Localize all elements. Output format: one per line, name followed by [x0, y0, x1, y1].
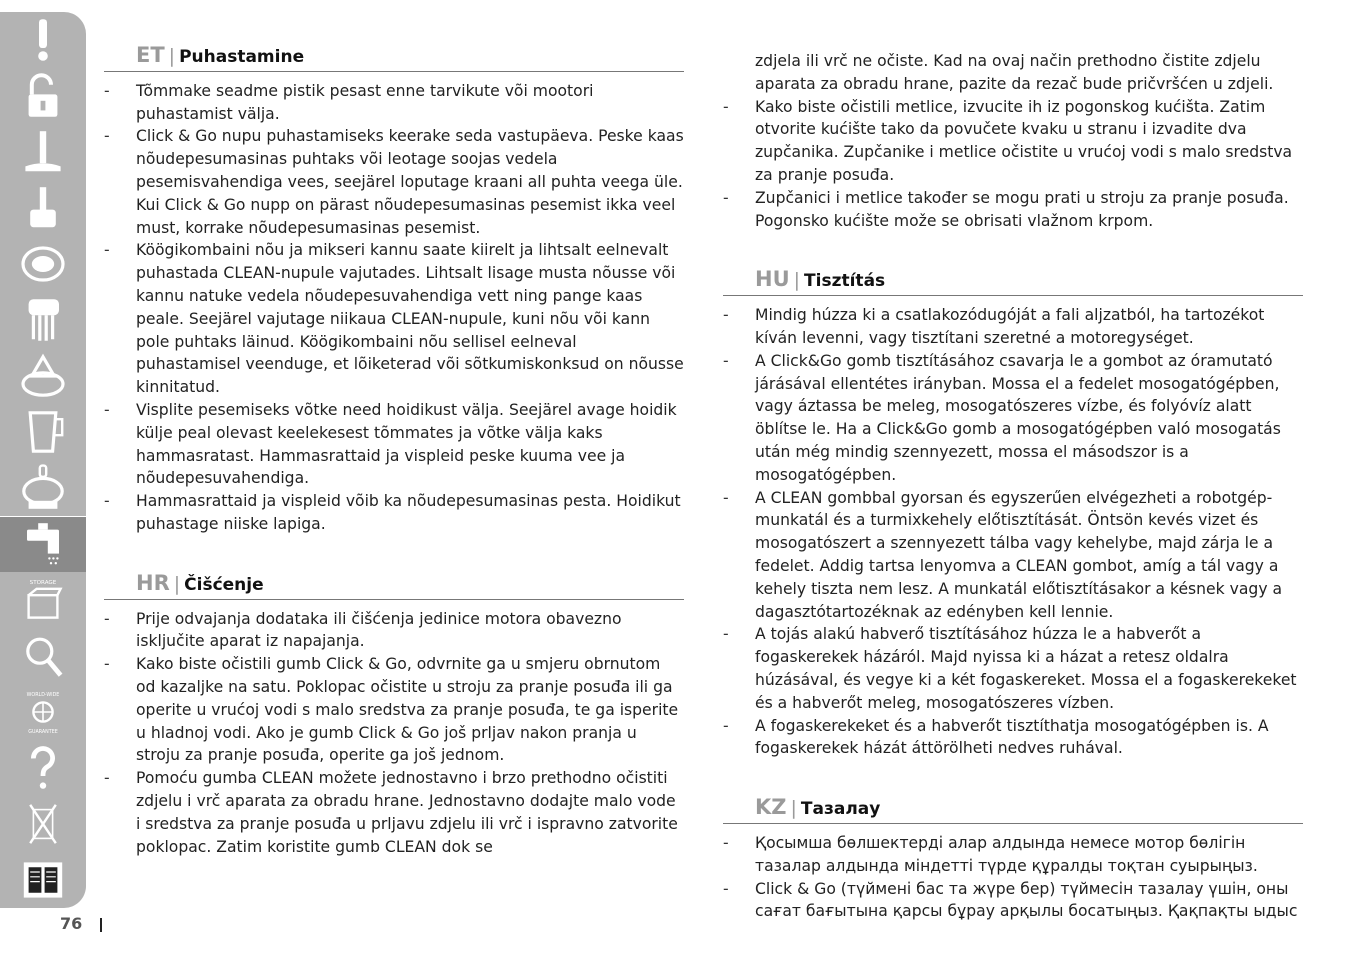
list-item: - Visplite pesemiseks võtke need hoidikust välja. Seejärel avage hoidik külje peal olevast keelekesest tõmmates ja võtke välja kaks hammasratast. Hammasrattaid ja vispleid peske kuuma vee ja nõudepesuvahendiga.: [104, 399, 684, 490]
list-item: - Pomoću gumba CLEAN možete jednostavno i brzo prethodno očistiti zdjelu i vrč aparata za obradu hrane. Jednostavno dodajte malo vode i sredstva za pranje posuđa u prljavu zdjelu ili vrč i ispravno zatvorite poklopac. Zatim koristite gumb CLEAN dok se: [104, 767, 684, 858]
sidebar: [0, 12, 86, 908]
section-header-hr: [104, 572, 684, 600]
right-column: [723, 50, 1303, 923]
list-item: - Kako biste očistili gumb Click & Go, odvrnite ga u smjeru obrnutom od kazaljke na satu. Poklopac očistite u stroju za pranje posuđa ili ga operite u vrućoj vodi s malo sredstva za pranje posuđa, te ga isperite u hladnoj vodi. Ako je gumb Click & Go još prljav nakon pranja u stroju za pranje posuđa, operite ga još jednom.: [104, 653, 684, 767]
section-separator: |: [793, 269, 801, 292]
book-icon[interactable]: [0, 852, 86, 908]
list-item: - Tõmmake seadme pistik pesast enne tarvikute või mootori puhastamist välja.: [104, 80, 684, 126]
section-header-hu: [723, 268, 1303, 296]
whisk-icon[interactable]: [0, 292, 86, 348]
list-item: - A Click&Go gomb tisztításához csavarja le a gombot az óramutató járásával ellentétes irányban. Mossa el a fedelet mosogatógépben, vagy áztassa be meleg, mosogatószeres vízbe, és folyóvíz alatt öblítse le. Ha a Click&Go gomb a mosogatógépben való mosogatás után még mindig szennyezett, mossa el másodszor is a mosogatógépben.: [723, 350, 1303, 487]
food-processor-icon[interactable]: [0, 460, 86, 516]
section-header-et: [104, 44, 684, 72]
section-header-kz: [723, 796, 1303, 824]
magnifier-icon[interactable]: [0, 628, 86, 684]
list-item: - Zupčanici i metlice također se mogu prati u stroju za pranje posuđa. Pogonsko kućište može se obrisati vlažnom krpom.: [723, 187, 1303, 233]
question-icon[interactable]: [0, 740, 86, 796]
guarantee-label-top: WORLD-WIDE: [26, 693, 60, 698]
list-item: - Қосымша бөлшектерді алар алдында немесе мотор бөлігін тазалар алдында міндетті түрде құралды тоқтан суырыңыз.: [723, 832, 1303, 878]
section-code: HU: [755, 267, 790, 292]
list-item: - Prije odvajanja dodataka ili čišćenja jedinice motora obavezno isključite aparat iz napajanja.: [104, 608, 684, 654]
et-list: [104, 80, 684, 536]
blade-icon[interactable]: [0, 124, 86, 180]
list-item: - Mindig húzza ki a csatlakozódugóját a fali aljzatból, ha tartozékot kíván levenni, vagy tisztítani szeretné a motoregységet.: [723, 304, 1303, 350]
list-item: - Köögikombaini nõu ja mikseri kannu saate kiirelt ja lihtsalt eelnevalt puhastada CLEAN-nupule vajutades. Lihtsalt lisage musta nõusse või kannu natuke vedela nõudepesuvahendiga vett ning pange kaas peale. Seejärel vajutage niikaua CLEAN-nupule, kuni nõu või kann pole puhtaks läinud. Köögikombaini nõu sellisel eelneval puhastamisel veenduge, et lõiketerad või sõtkumiskonksud on nõusse kinnitatud.: [104, 239, 684, 399]
hr-list: [104, 608, 684, 859]
page-number: 76: [60, 914, 83, 933]
warning-icon[interactable]: [0, 12, 86, 68]
section-title: Tisztítás: [804, 271, 886, 292]
section-separator: |: [173, 572, 181, 595]
section-title: Тазалау: [800, 799, 881, 820]
blender-jug-icon[interactable]: [0, 404, 86, 460]
list-item: - Click & Go nupu puhastamiseks keerake seda vastupäeva. Peske kaas nõudepesumasinas puhtaks või leotage soojas vedela pesemisvahendiga vees, seejärel loputage kraani all puhta veega üle. Kui Click & Go nupp on pärast nõudepesumasinas pesemist ikka veel must, korrake nõudepesumasinas pesemist.: [104, 125, 684, 239]
list-item: - A CLEAN gombbal gyorsan és egyszerűen elvégezheti a robotgép-munkatál és a turmixkehely előtisztítását. Öntsön kevés vizet és mosogatószert a szennyezett tálba vagy kehelybe, majd zárja le a fedelet. Addig tartsa lenyomva a CLEAN gombot, amíg a tál vagy a kehely tiszta nem lesz. A munkatál előtisztításakor a késnek vagy a dagasztótartozéknak az edényben kell lennie.: [723, 487, 1303, 624]
list-item: - Kako biste očistili metlice, izvucite ih iz pogonskog kućišta. Zatim otvorite kućište tako da povučete kvaku u stranu i izvadite dva zupčanika. Zupčanike i metlice očistite u vrućoj vodi s malo sredstva za pranje posuđa.: [723, 96, 1303, 187]
section-separator: |: [790, 797, 797, 820]
section-separator: |: [168, 45, 176, 67]
list-item: - A tojás alakú habverő tisztításához húzza le a habverőt a fogaskerekek házáról. Majd nyissa ki a házat a retesz oldalra húzásával, és vegye ki a két fogaskereket. Mossa el a fogaskerekeket és a habverőt meleg, mosogatószeres vízben.: [723, 623, 1303, 714]
left-column: [104, 44, 684, 858]
list-item: - A fogaskerekeket és a habverőt tisztíthatja mosogatógépben is. A fogaskerekek házát áttörölheti nedves ruhával.: [723, 715, 1303, 761]
storage-box-icon[interactable]: [0, 572, 86, 628]
hr-list-continued: [723, 96, 1303, 233]
list-item: - Click & Go (түймені бас та жүре бер) түймесін тазалау үшін, оны сағат бағытына қарсы бұрау арқылы босатыңыз. Қақпақты ыдыс: [723, 878, 1303, 924]
list-item: - Hammasrattaid ja vispleid võib ka nõudepesumasinas pesta. Hoidikut puhastage niiske lapiga.: [104, 490, 684, 536]
kz-list: [723, 832, 1303, 923]
storage-label: STORAGE: [29, 580, 57, 586]
hu-list: [723, 304, 1303, 760]
page-separator: [100, 918, 102, 932]
disposal-icon[interactable]: [0, 796, 86, 852]
unlock-icon[interactable]: [0, 68, 86, 124]
citrus-press-icon[interactable]: [0, 348, 86, 404]
section-title: Puhastamine: [179, 47, 305, 67]
section-code: ET: [136, 43, 165, 67]
section-code: KZ: [755, 795, 787, 820]
guarantee-label-bottom: GUARANTEE: [28, 729, 58, 735]
tap-cleaning-icon[interactable]: [0, 516, 86, 572]
section-title: Čišćenje: [184, 574, 264, 595]
hr-continuation: zdjela ili vrč ne očiste. Kad na ovaj način prethodno čistite zdjelu aparata za obradu hrane, pazite da rezač bude pričvršćen u zdjeli.: [755, 52, 1274, 93]
disc-icon[interactable]: [0, 236, 86, 292]
dough-blade-icon[interactable]: [0, 180, 86, 236]
worldwide-guarantee-icon[interactable]: [0, 684, 86, 740]
section-code: HR: [136, 570, 170, 595]
